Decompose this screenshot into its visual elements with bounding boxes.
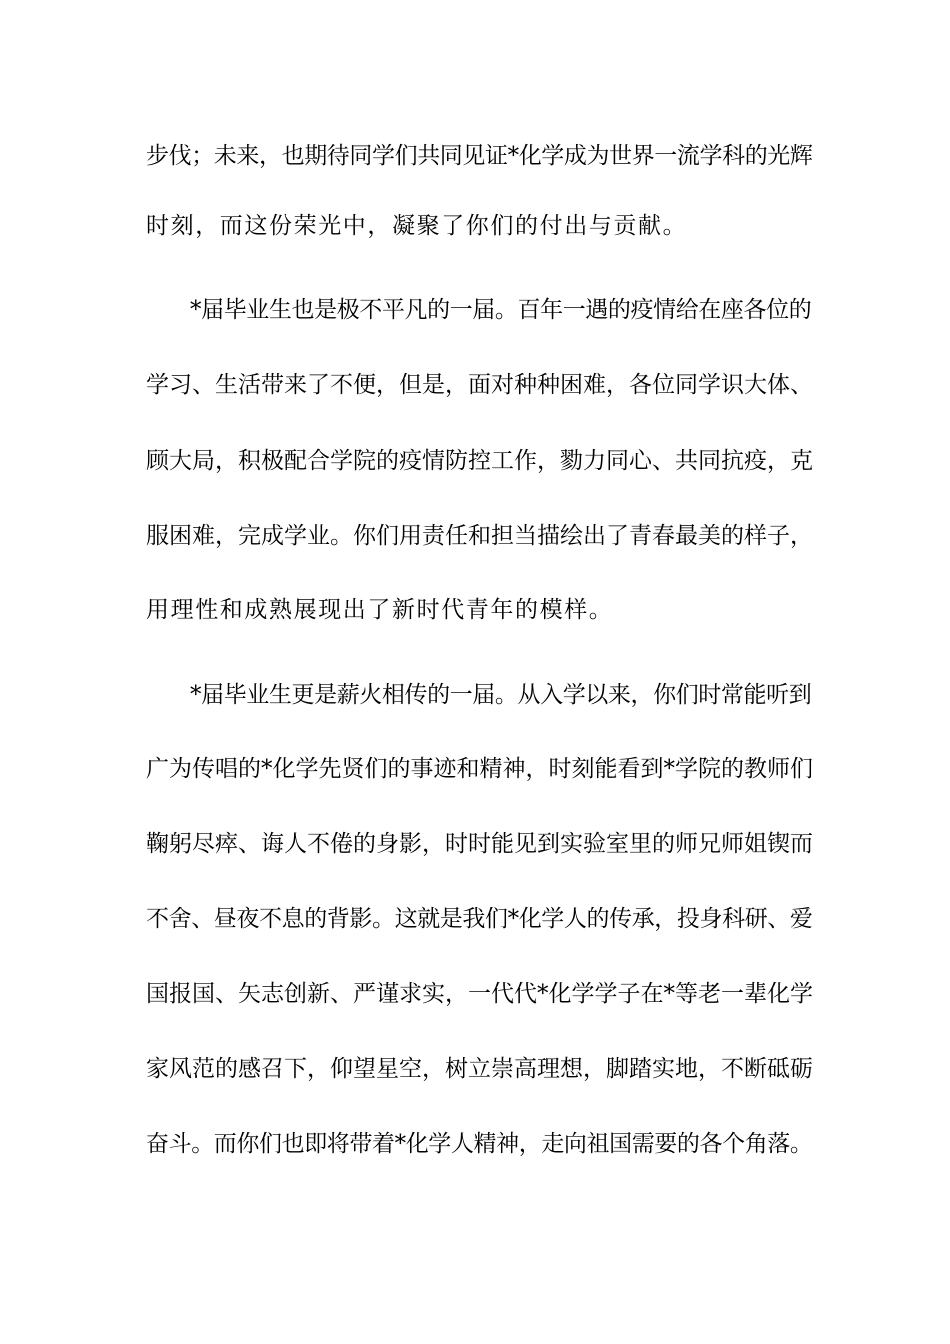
text-line: 学习、生活带来了不便，但是，面对种种困难，各位同学识大体、 bbox=[146, 372, 813, 398]
text-line: 用理性和成熟展现出了新时代青年的模样。 bbox=[146, 597, 614, 623]
text-line: 鞠躬尽瘁、诲人不倦的身影，时时能见到实验室里的师兄师姐锲而 bbox=[146, 831, 813, 857]
text-line: 不舍、昼夜不息的背影。这就是我们*化学人的传承，投身科研、爱 bbox=[146, 906, 813, 932]
text-line: 服困难，完成学业。你们用责任和担当描绘出了青春最美的样子， bbox=[146, 523, 813, 549]
text-line: 国报国、矢志创新、严谨求实，一代代*化学学子在*等老一辈化学 bbox=[146, 981, 813, 1007]
text-line: *届毕业生也是极不平凡的一届。百年一遇的疫情给在座各位的 bbox=[190, 297, 812, 323]
text-line: 顾大局，积极配合学院的疫情防控工作，勠力同心、共同抗疫，克 bbox=[146, 448, 813, 474]
text-line: 步伐；未来，也期待同学们共同见证*化学成为世界一流学科的光辉 bbox=[146, 143, 813, 169]
text-line: 家风范的感召下，仰望星空，树立崇高理想，脚踏实地，不断砥砺 bbox=[146, 1056, 813, 1082]
text-line: 时刻，而这份荣光中，凝聚了你们的付出与贡献。 bbox=[146, 213, 688, 239]
text-line: 奋斗。而你们也即将带着*化学人精神，走向祖国需要的各个角落。 bbox=[146, 1131, 813, 1157]
text-line: 广为传唱的*化学先贤们的事迹和精神，时刻能看到*学院的教师们 bbox=[146, 756, 813, 782]
text-line: *届毕业生更是薪火相传的一届。从入学以来，你们时常能听到 bbox=[190, 682, 812, 708]
